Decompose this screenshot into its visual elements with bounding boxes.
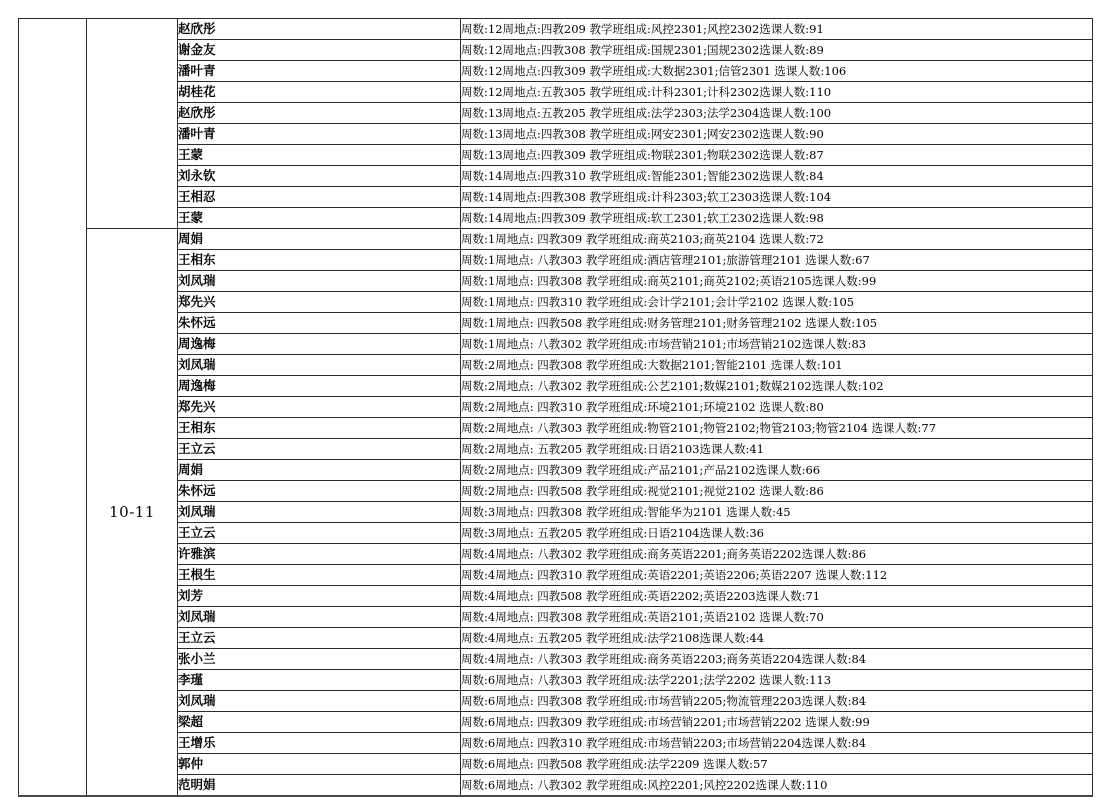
session-detail-cell: 周数:1周地点: 八教303 教学班组成:酒店管理2101;旅游管理2101 选课人数:67: [461, 250, 1093, 271]
teacher-name-cell: 郑先兴: [178, 397, 461, 418]
period-label-cell: [87, 19, 178, 229]
schedule-table-body: [19, 19, 1093, 797]
session-detail-cell: 周数:4周地点: 八教302 教学班组成:商务英语2201;商务英语2202选课人数:86: [461, 544, 1093, 565]
teacher-name-cell: 王立云: [178, 628, 461, 649]
session-detail-cell: 周数:2周地点: 四教309 教学班组成:产品2101;产品2102选课人数:66: [461, 460, 1093, 481]
table-row: [19, 208, 1093, 229]
table-row: [19, 355, 1093, 376]
teacher-name-cell: 刘凤瑞: [178, 607, 461, 628]
period-label-cell: 10-11: [87, 229, 178, 797]
session-detail-cell: 周数:2周地点: 四教310 教学班组成:环境2101;环境2102 选课人数:80: [461, 397, 1093, 418]
table-row: [19, 397, 1093, 418]
table-row: [19, 439, 1093, 460]
teacher-name-cell: 刘芳: [178, 586, 461, 607]
teacher-name-cell: 赵欣彤: [178, 19, 461, 40]
table-row: [19, 19, 1093, 40]
table-row: [19, 565, 1093, 586]
table-row: [19, 229, 1093, 250]
teacher-name-cell: 郭仲: [178, 754, 461, 775]
teacher-name-cell: 王增乐: [178, 733, 461, 754]
table-row: [19, 733, 1093, 754]
session-detail-cell: 周数:4周地点: 四教310 教学班组成:英语2201;英语2206;英语2207 选课人数:112: [461, 565, 1093, 586]
table-row: [19, 334, 1093, 355]
session-detail-cell: 周数:4周地点: 八教303 教学班组成:商务英语2203;商务英语2204选课人数:84: [461, 649, 1093, 670]
session-detail-cell: 周数:12周地点:四教209 教学班组成:风控2301;风控2302选课人数:91: [461, 19, 1093, 40]
session-detail-cell: 周数:1周地点: 四教309 教学班组成:商英2103;商英2104 选课人数:72: [461, 229, 1093, 250]
teacher-name-cell: 许雅滨: [178, 544, 461, 565]
gutter-column-cell: [19, 19, 87, 797]
session-detail-cell: 周数:1周地点: 四教308 教学班组成:商英2101;商英2102;英语2105选课人数:99: [461, 271, 1093, 292]
teacher-name-cell: 刘凤瑞: [178, 502, 461, 523]
table-row: [19, 712, 1093, 733]
teacher-name-cell: 张小兰: [178, 649, 461, 670]
session-detail-cell: 周数:4周地点: 四教508 教学班组成:英语2202;英语2203选课人数:71: [461, 586, 1093, 607]
teacher-name-cell: 王立云: [178, 439, 461, 460]
teacher-name-cell: 王立云: [178, 523, 461, 544]
table-row: [19, 187, 1093, 208]
teacher-name-cell: 周娟: [178, 460, 461, 481]
table-row: [19, 313, 1093, 334]
table-row: [19, 607, 1093, 628]
table-row: [19, 145, 1093, 166]
teacher-name-cell: 朱怀远: [178, 481, 461, 502]
session-detail-cell: 周数:6周地点: 八教302 教学班组成:风控2201;风控2202选课人数:110: [461, 775, 1093, 797]
table-row: [19, 691, 1093, 712]
table-row: [19, 292, 1093, 313]
table-row: [19, 523, 1093, 544]
teacher-name-cell: 周逸梅: [178, 334, 461, 355]
teacher-name-cell: 王相东: [178, 250, 461, 271]
session-detail-cell: 周数:12周地点:五教305 教学班组成:计科2301;计科2302选课人数:110: [461, 82, 1093, 103]
table-row: [19, 418, 1093, 439]
table-row: [19, 544, 1093, 565]
table-row: [19, 628, 1093, 649]
session-detail-cell: 周数:13周地点:四教308 教学班组成:网安2301;网安2302选课人数:90: [461, 124, 1093, 145]
session-detail-cell: 周数:2周地点: 八教303 教学班组成:物管2101;物管2102;物管2103;物管2104 选课人数:77: [461, 418, 1093, 439]
session-detail-cell: 周数:3周地点: 五教205 教学班组成:日语2104选课人数:36: [461, 523, 1093, 544]
table-row: [19, 460, 1093, 481]
table-row: [19, 376, 1093, 397]
session-detail-cell: 周数:6周地点: 四教508 教学班组成:法学2209 选课人数:57: [461, 754, 1093, 775]
session-detail-cell: 周数:2周地点: 四教308 教学班组成:大数据2101;智能2101 选课人数:101: [461, 355, 1093, 376]
teacher-name-cell: 王蒙: [178, 208, 461, 229]
teacher-name-cell: 范明娟: [178, 775, 461, 797]
session-detail-cell: 周数:12周地点:四教308 教学班组成:国规2301;国规2302选课人数:89: [461, 40, 1093, 61]
table-row: [19, 754, 1093, 775]
table-row: [19, 61, 1093, 82]
teacher-name-cell: 刘凤瑞: [178, 691, 461, 712]
table-row: [19, 670, 1093, 691]
table-row: [19, 775, 1093, 797]
session-detail-cell: 周数:14周地点:四教309 教学班组成:软工2301;软工2302选课人数:98: [461, 208, 1093, 229]
teacher-name-cell: 潘叶青: [178, 61, 461, 82]
session-detail-cell: 周数:2周地点: 八教302 教学班组成:公艺2101;数媒2101;数媒2102选课人数:102: [461, 376, 1093, 397]
session-detail-cell: 周数:6周地点: 八教303 教学班组成:法学2201;法学2202 选课人数:113: [461, 670, 1093, 691]
table-row: [19, 271, 1093, 292]
table-row: [19, 502, 1093, 523]
teacher-name-cell: 梁超: [178, 712, 461, 733]
session-detail-cell: 周数:14周地点:四教308 教学班组成:计科2303;软工2303选课人数:104: [461, 187, 1093, 208]
teacher-name-cell: 潘叶青: [178, 124, 461, 145]
session-detail-cell: 周数:1周地点: 四教310 教学班组成:会计学2101;会计学2102 选课人数:105: [461, 292, 1093, 313]
session-detail-cell: 周数:4周地点: 五教205 教学班组成:法学2108选课人数:44: [461, 628, 1093, 649]
table-row: [19, 124, 1093, 145]
session-detail-cell: 周数:6周地点: 四教308 教学班组成:市场营销2205;物流管理2203选课人数:84: [461, 691, 1093, 712]
session-detail-cell: 周数:1周地点: 八教302 教学班组成:市场营销2101;市场营销2102选课人数:83: [461, 334, 1093, 355]
teacher-name-cell: 刘凤瑞: [178, 355, 461, 376]
session-detail-cell: 周数:2周地点: 四教508 教学班组成:视觉2101;视觉2102 选课人数:86: [461, 481, 1093, 502]
session-detail-cell: 周数:4周地点: 四教308 教学班组成:英语2101;英语2102 选课人数:70: [461, 607, 1093, 628]
session-detail-cell: 周数:13周地点:四教309 教学班组成:物联2301;物联2302选课人数:87: [461, 145, 1093, 166]
table-row: [19, 250, 1093, 271]
teacher-name-cell: 刘凤瑞: [178, 271, 461, 292]
session-detail-cell: 周数:13周地点:五教205 教学班组成:法学2303;法学2304选课人数:100: [461, 103, 1093, 124]
session-detail-cell: 周数:14周地点:四教310 教学班组成:智能2301;智能2302选课人数:84: [461, 166, 1093, 187]
table-row: [19, 166, 1093, 187]
teacher-name-cell: 王相忍: [178, 187, 461, 208]
session-detail-cell: 周数:6周地点: 四教310 教学班组成:市场营销2203;市场营销2204选课人数:84: [461, 733, 1093, 754]
table-row: [19, 481, 1093, 502]
teacher-name-cell: 王蒙: [178, 145, 461, 166]
teacher-name-cell: 周娟: [178, 229, 461, 250]
teacher-name-cell: 郑先兴: [178, 292, 461, 313]
table-row: [19, 649, 1093, 670]
teacher-name-cell: 胡桂花: [178, 82, 461, 103]
session-detail-cell: 周数:1周地点: 四教508 教学班组成:财务管理2101;财务管理2102 选课人数:105: [461, 313, 1093, 334]
session-detail-cell: 周数:2周地点: 五教205 教学班组成:日语2103选课人数:41: [461, 439, 1093, 460]
table-row: [19, 40, 1093, 61]
table-row: [19, 586, 1093, 607]
teacher-name-cell: 王根生: [178, 565, 461, 586]
teacher-name-cell: 王相东: [178, 418, 461, 439]
session-detail-cell: 周数:3周地点: 四教308 教学班组成:智能华为2101 选课人数:45: [461, 502, 1093, 523]
table-row: [19, 103, 1093, 124]
teacher-name-cell: 谢金友: [178, 40, 461, 61]
session-detail-cell: 周数:6周地点: 四教309 教学班组成:市场营销2201;市场营销2202 选课人数:99: [461, 712, 1093, 733]
session-detail-cell: 周数:12周地点:四教309 教学班组成:大数据2301;信管2301 选课人数:106: [461, 61, 1093, 82]
schedule-table: [18, 18, 1093, 797]
teacher-name-cell: 周逸梅: [178, 376, 461, 397]
teacher-name-cell: 李瑾: [178, 670, 461, 691]
table-row: [19, 82, 1093, 103]
teacher-name-cell: 刘永钦: [178, 166, 461, 187]
teacher-name-cell: 朱怀远: [178, 313, 461, 334]
teacher-name-cell: 赵欣彤: [178, 103, 461, 124]
